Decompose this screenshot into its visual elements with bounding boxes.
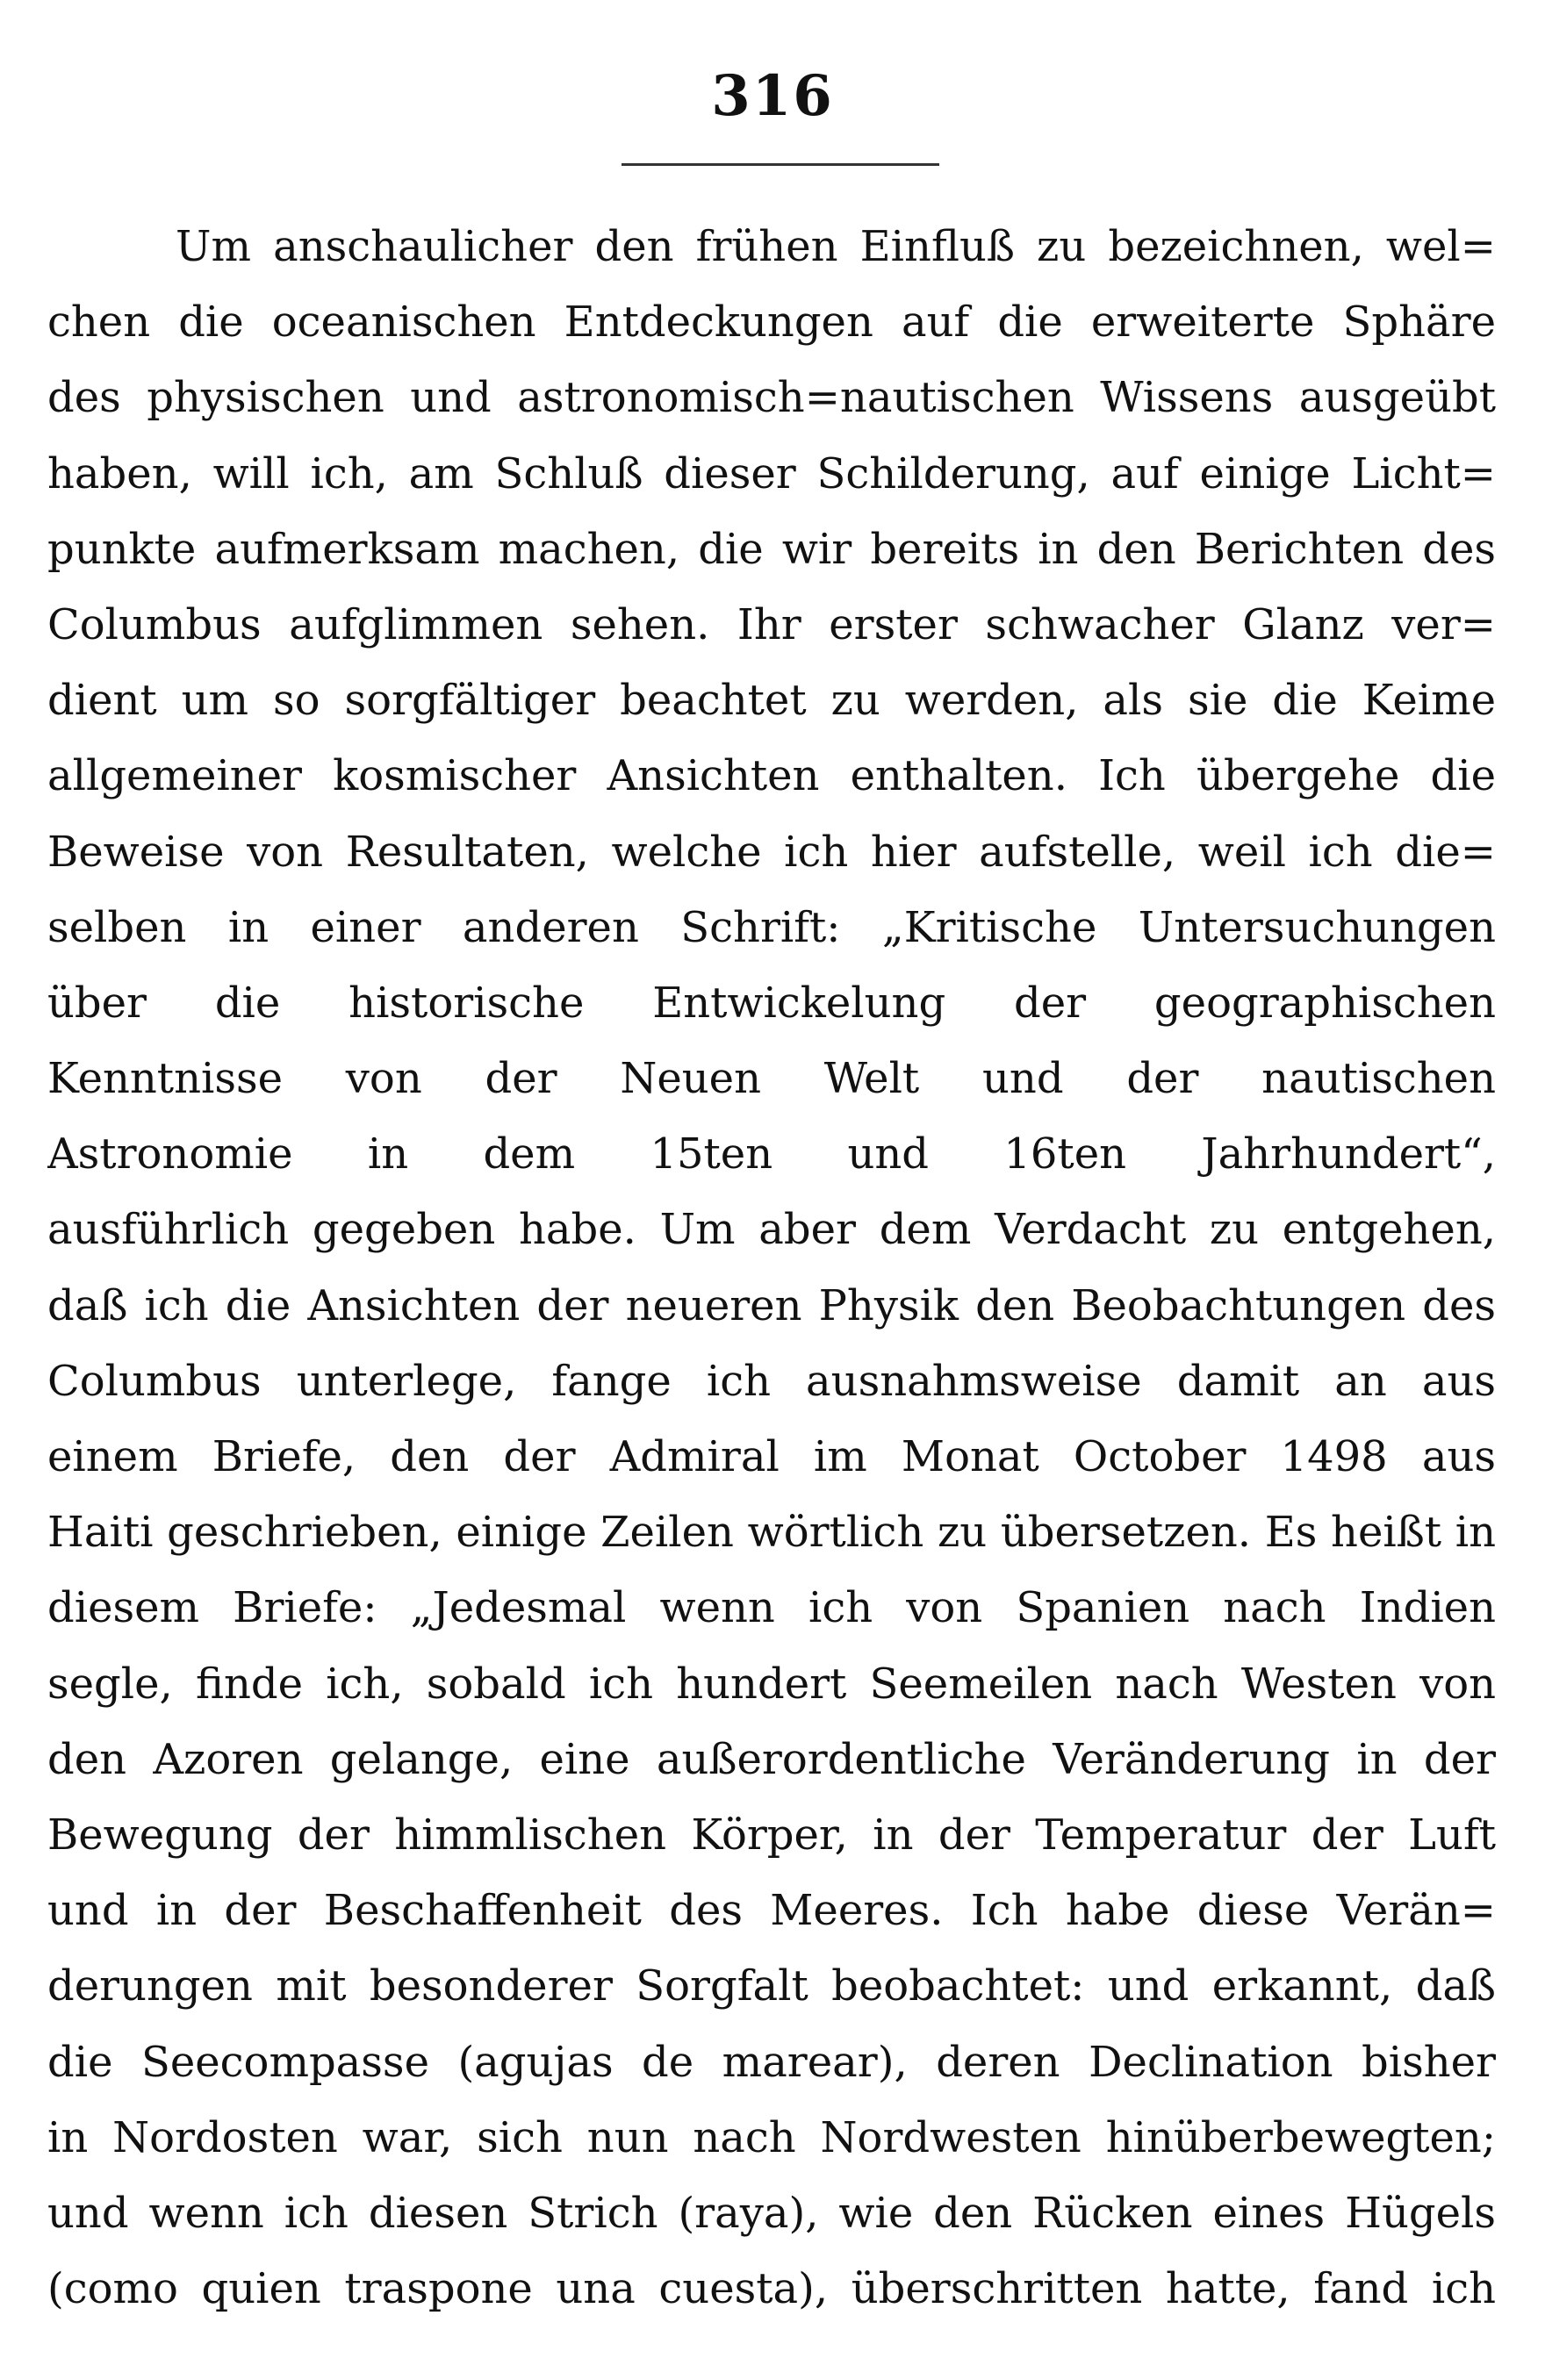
page-number: 316 xyxy=(711,63,834,129)
text-line: diesem Briefe: „Jedesmal wenn ich von Spanien nach Indien xyxy=(47,1583,1496,1633)
text-line: Bewegung der himmlischen Körper, in der Temperatur der Luft xyxy=(47,1810,1496,1860)
text-line: daß ich die Ansichten der neueren Physik den Beobachtungen des xyxy=(47,1280,1496,1330)
text-line: (como quien traspone una cuesta), überschritten hatte, fand ich xyxy=(47,2264,1496,2314)
text-line: in Nordosten war, sich nun nach Nordwesten hinüberbewegten; xyxy=(47,2112,1496,2162)
header-rule xyxy=(622,163,939,166)
text-line: Beweise von Resultaten, welche ich hier aufstelle, weil ich die= xyxy=(47,827,1496,877)
body-text xyxy=(47,209,1496,2326)
text-line: Columbus aufglimmen sehen. Ihr erster schwacher Glanz ver= xyxy=(47,599,1496,649)
text-line: chen die oceanischen Entdeckungen auf die erweiterte Sphäre xyxy=(47,298,1496,348)
text-line: segle, finde ich, sobald ich hundert Seemeilen nach Westen von xyxy=(47,1659,1496,1709)
text-line: Columbus unterlege, fange ich ausnahmsweise damit an aus xyxy=(47,1356,1496,1406)
text-line: und in der Beschaffenheit des Meeres. Ich habe diese Verän= xyxy=(47,1886,1496,1936)
text-line: dient um so sorgfältiger beachtet zu werden, als sie die Keime xyxy=(47,676,1496,726)
text-line: Um anschaulicher den frühen Einfluß zu bezeichnen, wel= xyxy=(176,222,1496,271)
text-line: punkte aufmerksam machen, die wir bereits in den Berichten des xyxy=(47,524,1496,574)
text-line: allgemeiner kosmischer Ansichten enthalten. Ich übergehe die xyxy=(47,751,1496,801)
text-line: einem Briefe, den der Admiral im Monat October 1498 aus xyxy=(47,1432,1496,1481)
text-line: über die historische Entwickelung der geographischen xyxy=(47,978,1496,1028)
text-line: Astronomie in dem 15ten und 16ten Jahrhundert“, xyxy=(47,1129,1496,1179)
text-line: des physischen und astronomisch=nautischen Wissens ausgeübt xyxy=(47,373,1496,423)
text-line: haben, will ich, am Schluß dieser Schilderung, auf einige Licht= xyxy=(47,448,1496,498)
text-line: derungen mit besonderer Sorgfalt beobachtet: und erkannt, daß xyxy=(47,1961,1496,2011)
text-line: Kenntnisse von der Neuen Welt und der nautischen xyxy=(47,1054,1496,1104)
text-line: selben in einer anderen Schrift: „Kritische Untersuchungen xyxy=(47,902,1496,952)
text-line: die Seecompasse (agujas de marear), deren Declination bisher xyxy=(47,2037,1496,2087)
text-line: Haiti geschrieben, einige Zeilen wörtlich zu übersetzen. Es heißt in xyxy=(47,1508,1496,1558)
text-line: den Azoren gelange, eine außerordentliche Veränderung in der xyxy=(47,1734,1496,1784)
text-line: ausführlich gegeben habe. Um aber dem Verdacht zu entgehen, xyxy=(47,1205,1496,1255)
text-line: und wenn ich diesen Strich (raya), wie den Rücken eines Hügels xyxy=(47,2188,1496,2238)
